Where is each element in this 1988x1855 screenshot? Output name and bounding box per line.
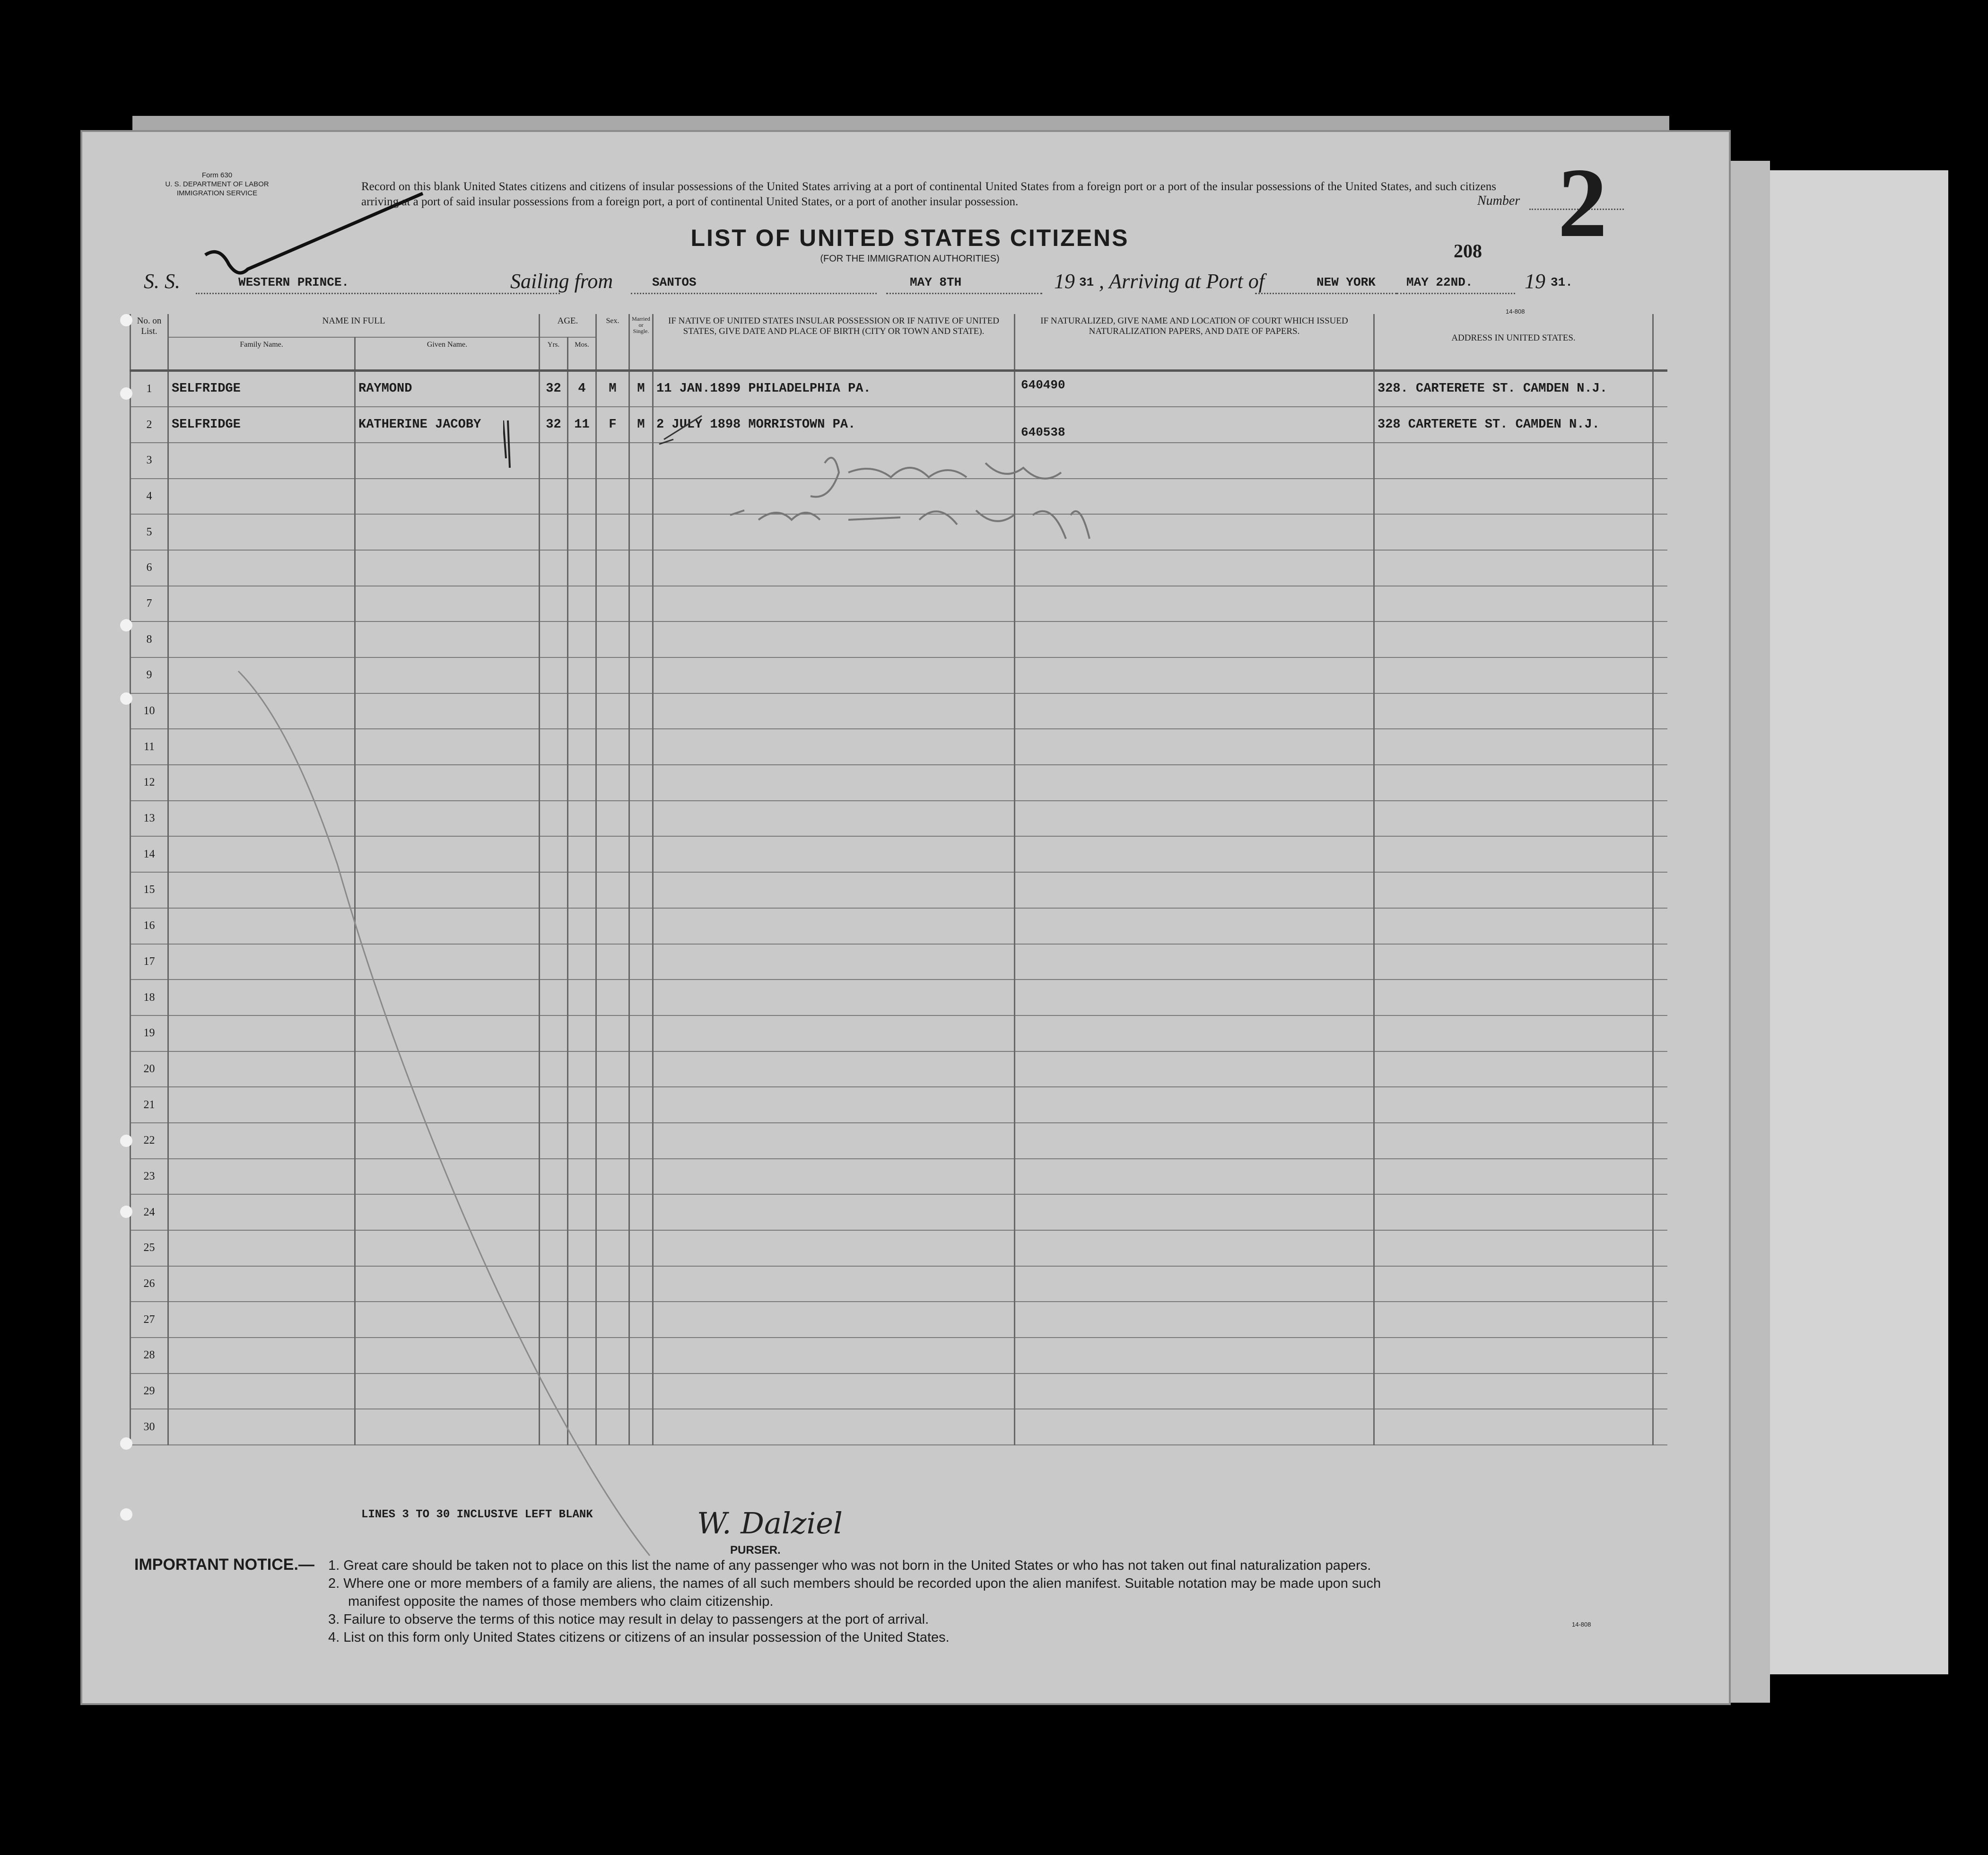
cell-nat bbox=[1015, 621, 1374, 657]
sail-year-prefix: 19 bbox=[1054, 270, 1075, 293]
cell-birth bbox=[653, 801, 1015, 837]
cell-nat bbox=[1015, 1087, 1374, 1123]
cell-blank bbox=[1653, 693, 1667, 729]
cell-address bbox=[1374, 1302, 1653, 1338]
cell-blank bbox=[1653, 944, 1667, 980]
cell-address bbox=[1374, 443, 1653, 479]
cell-blank bbox=[1653, 1051, 1667, 1087]
form-number: Form 630 bbox=[201, 171, 233, 179]
cell-no: 2 bbox=[131, 407, 168, 443]
cell-blank bbox=[1653, 765, 1667, 801]
cell-family bbox=[168, 550, 355, 586]
arrival-date-line bbox=[1397, 293, 1515, 294]
cell-birth bbox=[653, 1123, 1015, 1159]
cell-mos: 11 bbox=[568, 407, 596, 443]
col-naturalized: IF NATURALIZED, GIVE NAME AND LOCATION OF COURT WHICH ISSUED NATURALIZATION PAPERS, AND DATE OF PAPERS. bbox=[1015, 314, 1374, 370]
purser-label: PURSER. bbox=[730, 1544, 781, 1557]
notice-1: 1. Great care should be taken not to place on this list the name of any passenger who was not born in the United States or who has not taken out final naturalization papers. bbox=[328, 1558, 1371, 1573]
cell-family: SELFRIDGE bbox=[168, 407, 355, 443]
cell-birth: 11 JAN.1899 PHILADELPHIA PA. bbox=[653, 370, 1015, 407]
arrival-year-prefix: 19 bbox=[1525, 270, 1545, 293]
cell-family bbox=[168, 443, 355, 479]
cell-mos bbox=[568, 550, 596, 586]
cell-family bbox=[168, 586, 355, 622]
cell-blank bbox=[1653, 1409, 1667, 1445]
form-subtitle: (FOR THE IMMIGRATION AUTHORITIES) bbox=[820, 254, 1000, 264]
cell-nat bbox=[1015, 836, 1374, 872]
cell-nat bbox=[1015, 1230, 1374, 1266]
cell-birth bbox=[653, 1194, 1015, 1230]
cell-married bbox=[629, 621, 653, 657]
cell-sex bbox=[596, 586, 629, 622]
cell-blank bbox=[1653, 1374, 1667, 1409]
manifest-page bbox=[80, 130, 1731, 1705]
cell-blank bbox=[1653, 836, 1667, 872]
cell-sex: M bbox=[596, 370, 629, 407]
table-row bbox=[131, 621, 1667, 657]
cell-birth bbox=[653, 621, 1015, 657]
port-line bbox=[1255, 293, 1397, 294]
table-row bbox=[131, 370, 1667, 407]
cell-given bbox=[355, 479, 540, 515]
cell-blank bbox=[1653, 1087, 1667, 1123]
ship-name: WESTERN PRINCE. bbox=[238, 275, 349, 289]
cell-address: 328. CARTERETE ST. CAMDEN N.J. bbox=[1374, 370, 1653, 407]
cell-birth bbox=[653, 1302, 1015, 1338]
cell-blank bbox=[1653, 586, 1667, 622]
stamp-number: 208 bbox=[1454, 240, 1482, 262]
header-row bbox=[131, 314, 1667, 337]
cell-address bbox=[1374, 1194, 1653, 1230]
cell-birth bbox=[653, 1087, 1015, 1123]
blank-lines-note: LINES 3 TO 30 INCLUSIVE LEFT BLANK bbox=[361, 1508, 593, 1521]
cert-number-1: 640490 bbox=[1021, 378, 1065, 392]
instructions: Record on this blank United States citizens and citizens of insular possessions of the United States arriving at a port of continental United States from a foreign port or a port of the insular possessions of the United States, and such citizens arriving at a port of said insular possessions from a foreign port, a port of continental United States, or a port of another insular possession. bbox=[361, 180, 1496, 208]
sailing-line bbox=[631, 293, 877, 294]
cell-birth bbox=[653, 1409, 1015, 1445]
sailing-label: Sailing from bbox=[510, 270, 613, 293]
cell-yrs: 32 bbox=[540, 407, 568, 443]
cell-nat bbox=[1015, 765, 1374, 801]
cell-nat bbox=[1015, 1374, 1374, 1409]
cell-family bbox=[168, 621, 355, 657]
cell-no: 30 bbox=[131, 1409, 168, 1445]
cell-no: 14 bbox=[131, 836, 168, 872]
cell-address bbox=[1374, 908, 1653, 944]
cell-no: 10 bbox=[131, 693, 168, 729]
cell-blank bbox=[1653, 550, 1667, 586]
notice-4: 4. List on this form only United States citizens or citizens of an insular possession of the United States. bbox=[328, 1630, 950, 1645]
corner-stamp: 14-808 bbox=[1506, 308, 1525, 315]
cell-blank bbox=[1653, 370, 1667, 407]
cell-nat bbox=[1015, 801, 1374, 837]
punch-hole bbox=[120, 1135, 132, 1147]
col-sex: Sex. bbox=[596, 314, 629, 370]
arrival-year: 31. bbox=[1551, 275, 1573, 289]
col-married: Married or Single. bbox=[629, 314, 653, 370]
cell-no: 22 bbox=[131, 1123, 168, 1159]
cell-blank bbox=[1653, 908, 1667, 944]
cell-no: 25 bbox=[131, 1230, 168, 1266]
punch-hole bbox=[120, 1508, 132, 1521]
cell-nat bbox=[1015, 944, 1374, 980]
cell-birth bbox=[653, 1015, 1015, 1051]
punch-hole bbox=[120, 692, 132, 705]
cell-yrs bbox=[540, 550, 568, 586]
arrival-port: NEW YORK bbox=[1317, 275, 1376, 289]
name-tick-marks bbox=[503, 411, 740, 482]
cell-address bbox=[1374, 836, 1653, 872]
cell-blank bbox=[1653, 1230, 1667, 1266]
ship-line bbox=[196, 293, 560, 294]
sail-date-line bbox=[886, 293, 1042, 294]
cell-address bbox=[1374, 693, 1653, 729]
col-mos: Mos. bbox=[568, 337, 596, 370]
cell-address bbox=[1374, 586, 1653, 622]
cell-address bbox=[1374, 1266, 1653, 1302]
cell-yrs bbox=[540, 514, 568, 550]
cell-blank bbox=[1653, 1123, 1667, 1159]
table-row bbox=[131, 586, 1667, 622]
cell-birth bbox=[653, 1374, 1015, 1409]
cell-no: 1 bbox=[131, 370, 168, 407]
notice-2: 2. Where one or more members of a family are aliens, the names of all such members should be recorded upon the alien manifest. Suitable notation may be made upon such bbox=[328, 1576, 1381, 1591]
cell-birth bbox=[653, 836, 1015, 872]
cell-married: M bbox=[629, 407, 653, 443]
cell-address bbox=[1374, 1409, 1653, 1445]
cell-address bbox=[1374, 944, 1653, 980]
cell-blank bbox=[1653, 443, 1667, 479]
cell-no: 12 bbox=[131, 765, 168, 801]
cell-address bbox=[1374, 1087, 1653, 1123]
cell-address bbox=[1374, 1123, 1653, 1159]
cell-nat bbox=[1015, 872, 1374, 908]
cell-family bbox=[168, 514, 355, 550]
form-code: 14-808 bbox=[1572, 1621, 1591, 1628]
cell-no: 8 bbox=[131, 621, 168, 657]
col-given: Given Name. bbox=[355, 337, 540, 370]
cell-nat bbox=[1015, 1338, 1374, 1374]
col-no: No. on List. bbox=[131, 314, 168, 370]
cell-yrs bbox=[540, 479, 568, 515]
cell-nat bbox=[1015, 1266, 1374, 1302]
cell-no: 20 bbox=[131, 1051, 168, 1087]
cell-birth bbox=[653, 1230, 1015, 1266]
cell-blank bbox=[1653, 872, 1667, 908]
cell-birth bbox=[653, 944, 1015, 980]
sailing-port: SANTOS bbox=[652, 275, 697, 289]
cell-address bbox=[1374, 479, 1653, 515]
cell-blank bbox=[1653, 1266, 1667, 1302]
arriving-label: , Arriving at Port of bbox=[1099, 270, 1264, 293]
cell-sex bbox=[596, 514, 629, 550]
cell-address bbox=[1374, 729, 1653, 765]
cell-blank bbox=[1653, 801, 1667, 837]
cell-birth bbox=[653, 1051, 1015, 1087]
cell-sex bbox=[596, 550, 629, 586]
cell-birth bbox=[653, 908, 1015, 944]
cell-address bbox=[1374, 1015, 1653, 1051]
cell-no: 29 bbox=[131, 1374, 168, 1409]
list-number: 2 bbox=[1558, 148, 1607, 258]
cell-address bbox=[1374, 872, 1653, 908]
cell-birth bbox=[653, 765, 1015, 801]
cell-mos: 4 bbox=[568, 370, 596, 407]
cell-address bbox=[1374, 1338, 1653, 1374]
notice-3: 3. Failure to observe the terms of this notice may result in delay to passengers at the port of arrival. bbox=[328, 1612, 929, 1627]
cell-address bbox=[1374, 1230, 1653, 1266]
cell-no: 13 bbox=[131, 801, 168, 837]
cell-nat bbox=[1015, 407, 1374, 443]
cell-address bbox=[1374, 657, 1653, 693]
cell-yrs bbox=[540, 586, 568, 622]
cell-no: 17 bbox=[131, 944, 168, 980]
cell-no: 7 bbox=[131, 586, 168, 622]
cell-address: 328 CARTERETE ST. CAMDEN N.J. bbox=[1374, 407, 1653, 443]
cell-nat bbox=[1015, 980, 1374, 1015]
cell-no: 23 bbox=[131, 1159, 168, 1195]
col-address: ADDRESS IN UNITED STATES. bbox=[1374, 314, 1653, 370]
cell-no: 9 bbox=[131, 657, 168, 693]
punch-hole bbox=[120, 1206, 132, 1218]
cert-number-2: 640538 bbox=[1021, 425, 1065, 439]
cell-blank bbox=[1653, 1015, 1667, 1051]
cell-nat bbox=[1015, 586, 1374, 622]
cell-birth: 2 JULY 1898 MORRISTOWN PA. bbox=[653, 407, 1015, 443]
number-label: Number bbox=[1477, 193, 1520, 208]
cell-given bbox=[355, 514, 540, 550]
cell-nat bbox=[1015, 1051, 1374, 1087]
cell-nat bbox=[1015, 1159, 1374, 1195]
cell-blank bbox=[1653, 514, 1667, 550]
cell-nat bbox=[1015, 1015, 1374, 1051]
cell-blank bbox=[1653, 407, 1667, 443]
cell-address bbox=[1374, 514, 1653, 550]
cell-birth bbox=[653, 586, 1015, 622]
cell-no: 19 bbox=[131, 1015, 168, 1051]
table-row bbox=[131, 407, 1667, 443]
col-birth: IF NATIVE OF UNITED STATES INSULAR POSSESSION OR IF NATIVE OF UNITED STATES, GIVE DATE AND PLACE OF BIRTH (CITY OR TOWN AND STATE). bbox=[653, 314, 1015, 370]
notice-heading: IMPORTANT NOTICE.— bbox=[134, 1556, 314, 1574]
cell-birth bbox=[653, 693, 1015, 729]
cell-sex bbox=[596, 479, 629, 515]
cell-blank bbox=[1653, 729, 1667, 765]
cell-no: 26 bbox=[131, 1266, 168, 1302]
cell-blank bbox=[1653, 657, 1667, 693]
col-name-group: NAME IN FULL bbox=[168, 314, 540, 337]
cell-address bbox=[1374, 801, 1653, 837]
cell-nat bbox=[1015, 1194, 1374, 1230]
cell-given bbox=[355, 550, 540, 586]
cell-family bbox=[168, 479, 355, 515]
sail-date: MAY 8TH bbox=[910, 275, 962, 289]
cell-married: M bbox=[629, 370, 653, 407]
cell-no: 5 bbox=[131, 514, 168, 550]
cell-married bbox=[629, 586, 653, 622]
col-yrs: Yrs. bbox=[540, 337, 568, 370]
cell-mos bbox=[568, 621, 596, 657]
cell-address bbox=[1374, 1051, 1653, 1087]
cell-nat bbox=[1015, 657, 1374, 693]
cell-address bbox=[1374, 765, 1653, 801]
cell-mos bbox=[568, 479, 596, 515]
cell-mos bbox=[568, 514, 596, 550]
cell-yrs: 32 bbox=[540, 370, 568, 407]
cell-no: 18 bbox=[131, 980, 168, 1015]
cell-blank bbox=[1653, 1338, 1667, 1374]
cell-no: 28 bbox=[131, 1338, 168, 1374]
punch-hole bbox=[120, 1437, 132, 1450]
department: U. S. DEPARTMENT OF LABOR bbox=[165, 180, 269, 188]
cell-no: 3 bbox=[131, 443, 168, 479]
cell-no: 16 bbox=[131, 908, 168, 944]
cell-no: 6 bbox=[131, 550, 168, 586]
cell-sex bbox=[596, 621, 629, 657]
cell-nat bbox=[1015, 1123, 1374, 1159]
cell-blank bbox=[1653, 1194, 1667, 1230]
cell-address bbox=[1374, 980, 1653, 1015]
cell-blank bbox=[1653, 479, 1667, 515]
form-title: LIST OF UNITED STATES CITIZENS bbox=[690, 225, 1129, 251]
cell-birth bbox=[653, 872, 1015, 908]
cell-no: 15 bbox=[131, 872, 168, 908]
cell-no: 11 bbox=[131, 729, 168, 765]
cell-address bbox=[1374, 1374, 1653, 1409]
cell-nat bbox=[1015, 729, 1374, 765]
cell-given: KATHERINE JACOBY bbox=[355, 407, 540, 443]
cell-sex: F bbox=[596, 407, 629, 443]
cell-family: SELFRIDGE bbox=[168, 370, 355, 407]
purser-signature: W. Dalziel bbox=[697, 1506, 843, 1540]
cell-blank bbox=[1653, 1159, 1667, 1195]
service: IMMIGRATION SERVICE bbox=[176, 189, 258, 197]
ss-label: S. S. bbox=[144, 270, 180, 293]
cell-birth bbox=[653, 657, 1015, 693]
col-family: Family Name. bbox=[168, 337, 355, 370]
cell-no: 4 bbox=[131, 479, 168, 515]
cell-given bbox=[355, 621, 540, 657]
cell-mos bbox=[568, 586, 596, 622]
punch-hole bbox=[120, 619, 132, 631]
sail-year: 31 bbox=[1079, 275, 1094, 289]
cell-nat bbox=[1015, 908, 1374, 944]
cell-no: 21 bbox=[131, 1087, 168, 1123]
col-blank bbox=[1653, 314, 1667, 370]
punch-hole bbox=[120, 387, 132, 400]
cell-blank bbox=[1653, 980, 1667, 1015]
cell-yrs bbox=[540, 621, 568, 657]
cell-birth bbox=[653, 980, 1015, 1015]
cell-address bbox=[1374, 550, 1653, 586]
punch-hole bbox=[120, 314, 132, 326]
cell-nat bbox=[1015, 693, 1374, 729]
cell-nat bbox=[1015, 1302, 1374, 1338]
cell-blank bbox=[1653, 1302, 1667, 1338]
cell-address bbox=[1374, 1159, 1653, 1195]
pencil-line bbox=[234, 666, 659, 1565]
cell-address bbox=[1374, 621, 1653, 657]
notice-2-cont: manifest opposite the names of those members who claim citizenship. bbox=[348, 1594, 774, 1609]
cell-birth bbox=[653, 1159, 1015, 1195]
cell-birth bbox=[653, 729, 1015, 765]
cell-birth bbox=[653, 1338, 1015, 1374]
cell-blank bbox=[1653, 621, 1667, 657]
cell-nat bbox=[1015, 370, 1374, 407]
arrival-date: MAY 22ND. bbox=[1406, 275, 1473, 289]
cell-given bbox=[355, 586, 540, 622]
cell-no: 27 bbox=[131, 1302, 168, 1338]
cell-nat bbox=[1015, 1409, 1374, 1445]
cell-birth bbox=[653, 1266, 1015, 1302]
cell-no: 24 bbox=[131, 1194, 168, 1230]
cell-given: RAYMOND bbox=[355, 370, 540, 407]
col-age-group: AGE. bbox=[540, 314, 596, 337]
